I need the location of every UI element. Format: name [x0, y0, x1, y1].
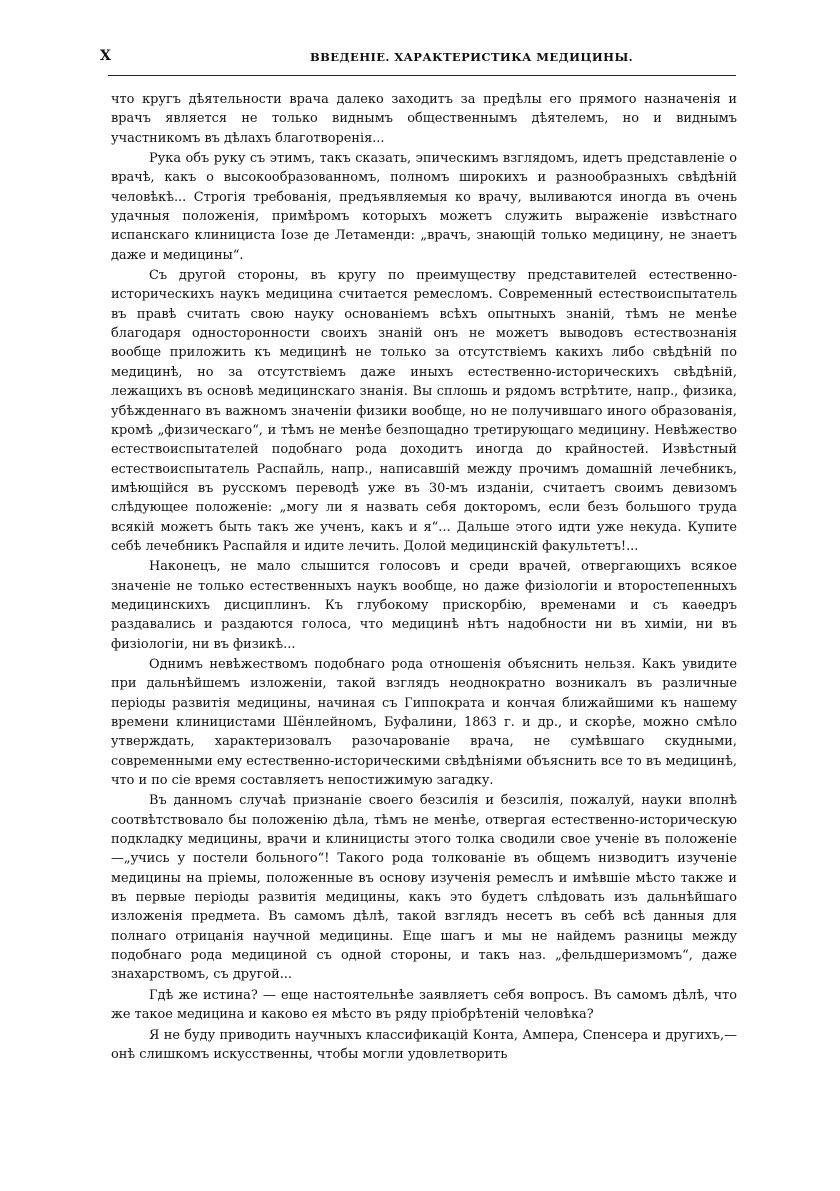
- paragraph: Наконецъ, не мало слышится голосовъ и среди врачей, отвергающихъ всякое значеніе не только естественныхъ наукъ вообще, но даже физіологіи и второстепенныхъ медицинскихъ дисциплинъ. Къ глубокому прискорбію, временами и съ каѳедръ раздавались и раздаются голоса, что медицинѣ нѣтъ надобности ни въ химіи, ни въ физіологіи, ни въ физикѣ...: [111, 559, 737, 652]
- page-header: [100, 48, 738, 72]
- paragraph: Въ данномъ случаѣ признаніе своего безсилія и безсилія, пожалуй, науки вполнѣ соотвѣтствовало бы положенію дѣла, тѣмъ не менѣе, отвергая естественно-историческую подкладку медицины, врачи и клиницисты этого толка сводили свое ученіе въ положеніе—„учись у постели больного“! Такого рода толкованіе въ общемъ низводитъ изученіе медицины на пріемы, положенные въ основу изученія ремеслъ и имѣвшіе мѣсто также и въ первые періоды развитія медицины, какъ это будетъ слѣдовать изъ дальнѣйшаго изложенія предмета. Въ самомъ дѣлѣ, такой взглядъ несетъ въ себѣ всѣ данныя для полнаго отрицанія научной медицины. Еще шагъ и мы не найдемъ разницы между подобнаго рода медициной съ одной стороны, и такъ наз. „фельдшеризмомъ“, даже знахарствомъ, съ другой...: [111, 793, 737, 983]
- body-text: [111, 90, 737, 1064]
- paragraph: Съ другой стороны, въ кругу по преимуществу представителей естественно-историческихъ наукъ медицина считается ремесломъ. Современный естествоиспытатель въ правѣ считать свою науку основаніемъ всѣхъ опытныхъ знаній, тѣмъ не менѣе благодаря односторонности своихъ знаній онъ не можетъ выводовъ естествознанія вообще приложить къ медицинѣ не только за отсутствіемъ какихъ либо свѣдѣній по медицинѣ, но за отсутствіемъ даже иныхъ естественно-историческихъ свѣдѣній, лежащихъ въ основѣ медицинскаго знанія. Вы сплошь и рядомъ встрѣтите, напр., физика, убѣжденнаго въ важномъ значеніи физики вообще, но не получившаго иного образованія, кромѣ „физическаго“, и тѣмъ не менѣе безпощадно третирующаго медицину. Невѣжество естествоиспытателей подобнаго рода доходитъ иногда до крайностей. Извѣстный естествоиспытатель Распайль, напр., написавшій между прочимъ домашній лечебникъ, имѣющійся въ русскомъ переводѣ уже въ 30-мъ изданіи, считаетъ своимъ девизомъ слѣдующее положеніе: „могу ли я назвать себя докторомъ, если безъ большого труда всякій можетъ быть такъ же ученъ, какъ и я“... Дальше этого идти уже некуда. Купите себѣ лечебникъ Распайля и идите лечить. Долой медицинскій факультетъ!...: [111, 268, 737, 554]
- paragraph: Рука объ руку съ этимъ, такъ сказать, эпическимъ взглядомъ, идетъ представленіе о врачѣ, какъ о высокообразованномъ, полномъ широкихъ и разнообразныхъ свѣдѣній человѣкѣ... Строгія требованія, предъявляемыя ко врачу, выливаются иногда въ очень удачныя положенія, примѣромъ которыхъ можетъ служить выраженіе извѣстнаго испанскаго клинициста Іозе де Летаменди: „врачъ, знающій только медицину, не знаетъ даже и медицины“.: [111, 151, 737, 263]
- paragraph: что кругъ дѣятельности врача далеко заходитъ за предѣлы его прямого назначенія и врачъ является не только виднымъ общественнымъ дѣятелемъ, но и виднымъ участникомъ въ дѣлахъ благотворенія...: [111, 92, 737, 146]
- paragraph: Гдѣ же истина? — еще настоятельнѣе заявляетъ себя вопросъ. Въ самомъ дѣлѣ, что же такое медицина и каково ея мѣсто въ ряду пріобрѣтеній человѣка?: [111, 987, 737, 1023]
- running-title: ВВЕДЕНІЕ. ХАРАКТЕРИСТИКА МЕДИЦИНЫ.: [310, 50, 634, 64]
- page-number: X: [100, 48, 111, 64]
- paragraph: Я не буду приводить научныхъ классификацій Конта, Ампера, Спенсера и другихъ,—онѣ слишкомъ искусственны, чтобы могли удовлетворить: [111, 1027, 737, 1062]
- header-rule: [108, 75, 736, 76]
- paragraph: Однимъ невѣжествомъ подобнаго рода отношенія объяснить нельзя. Какъ увидите при дальнѣйшемъ изложеніи, такой взглядъ неоднократно возникалъ въ различные періоды развитія медицины, начиная съ Гиппократа и кончая ближайшими къ нашему времени клиницистами Шёнлейномъ, Буфалини, 1863 г. и др., и скорѣе, можно смѣло утверждать, характеризовалъ разочарованіе врача, не сумѣвшаго скудными, современными ему естественно-историческими свѣдѣніями объяснить все то въ медицинѣ, что и по сіе время составляетъ непостижимую загадку.: [111, 656, 738, 789]
